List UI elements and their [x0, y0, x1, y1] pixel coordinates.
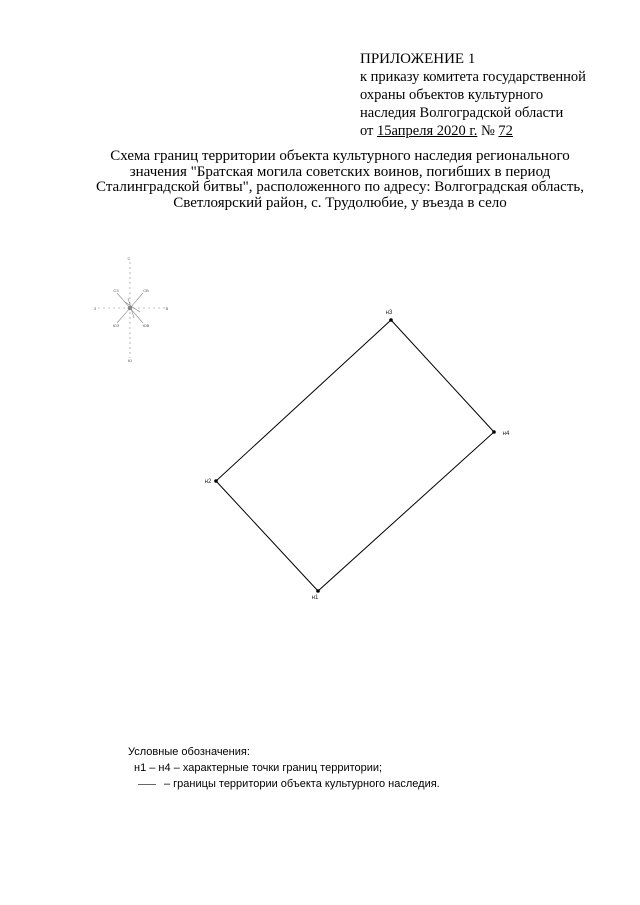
- legend-title: Условные обозначения:: [128, 746, 250, 758]
- point-n4: [492, 430, 496, 434]
- compass-ne: СВ: [143, 288, 149, 293]
- compass-w: З: [93, 306, 97, 311]
- appendix-line-3: наследия Волгоградской области: [360, 105, 564, 121]
- point-n1-label: н1: [311, 595, 319, 601]
- boundary-line-symbol: [138, 784, 156, 785]
- heading-line-3: Сталинградской битвы", расположенного по адресу: Волгоградская область,: [96, 179, 584, 195]
- territory-boundary: [216, 320, 494, 591]
- compass-n: С: [127, 256, 131, 261]
- appendix-title: ПРИЛОЖЕНИЕ 1: [360, 51, 476, 67]
- appendix-line-2: охраны объектов культурного: [360, 87, 544, 103]
- heading-line-1: Схема границ территории объекта культурного наследия регионального: [110, 148, 570, 164]
- point-n2: [214, 479, 218, 483]
- legend-boundary-row: [128, 776, 440, 792]
- compass-se: ЮВ: [142, 323, 150, 328]
- legend: [128, 744, 440, 792]
- order-number: 72: [498, 123, 513, 139]
- compass-s: Ю: [127, 358, 133, 363]
- point-n1: [316, 589, 320, 593]
- legend-boundary-text: – границы территории объекта культурного наследия.: [164, 778, 440, 790]
- point-n2-label: н2: [204, 479, 212, 485]
- appendix-line-1: к приказу комитета государственной: [360, 69, 586, 85]
- order-date: 15апреля 2020 г.: [377, 123, 478, 139]
- point-n4-label: н4: [502, 431, 510, 437]
- point-n3: [389, 318, 393, 322]
- date-prefix: от: [360, 123, 378, 139]
- point-n3-label: н3: [385, 310, 393, 316]
- heading-line-4: Светлоярский район, с. Трудолюбие, у въезда в село: [173, 194, 507, 211]
- compass-rose-icon: [98, 262, 166, 358]
- compass-e: В: [165, 306, 169, 311]
- compass-sw: ЮЗ: [112, 323, 120, 328]
- compass-nw: СЗ: [113, 288, 119, 293]
- legend-points-row: н1 – н4 – характерные точки границ территории;: [134, 762, 383, 774]
- number-sign: №: [477, 123, 499, 139]
- heading-line-2: значения "Братская могила советских воинов, погибших в период: [129, 163, 551, 180]
